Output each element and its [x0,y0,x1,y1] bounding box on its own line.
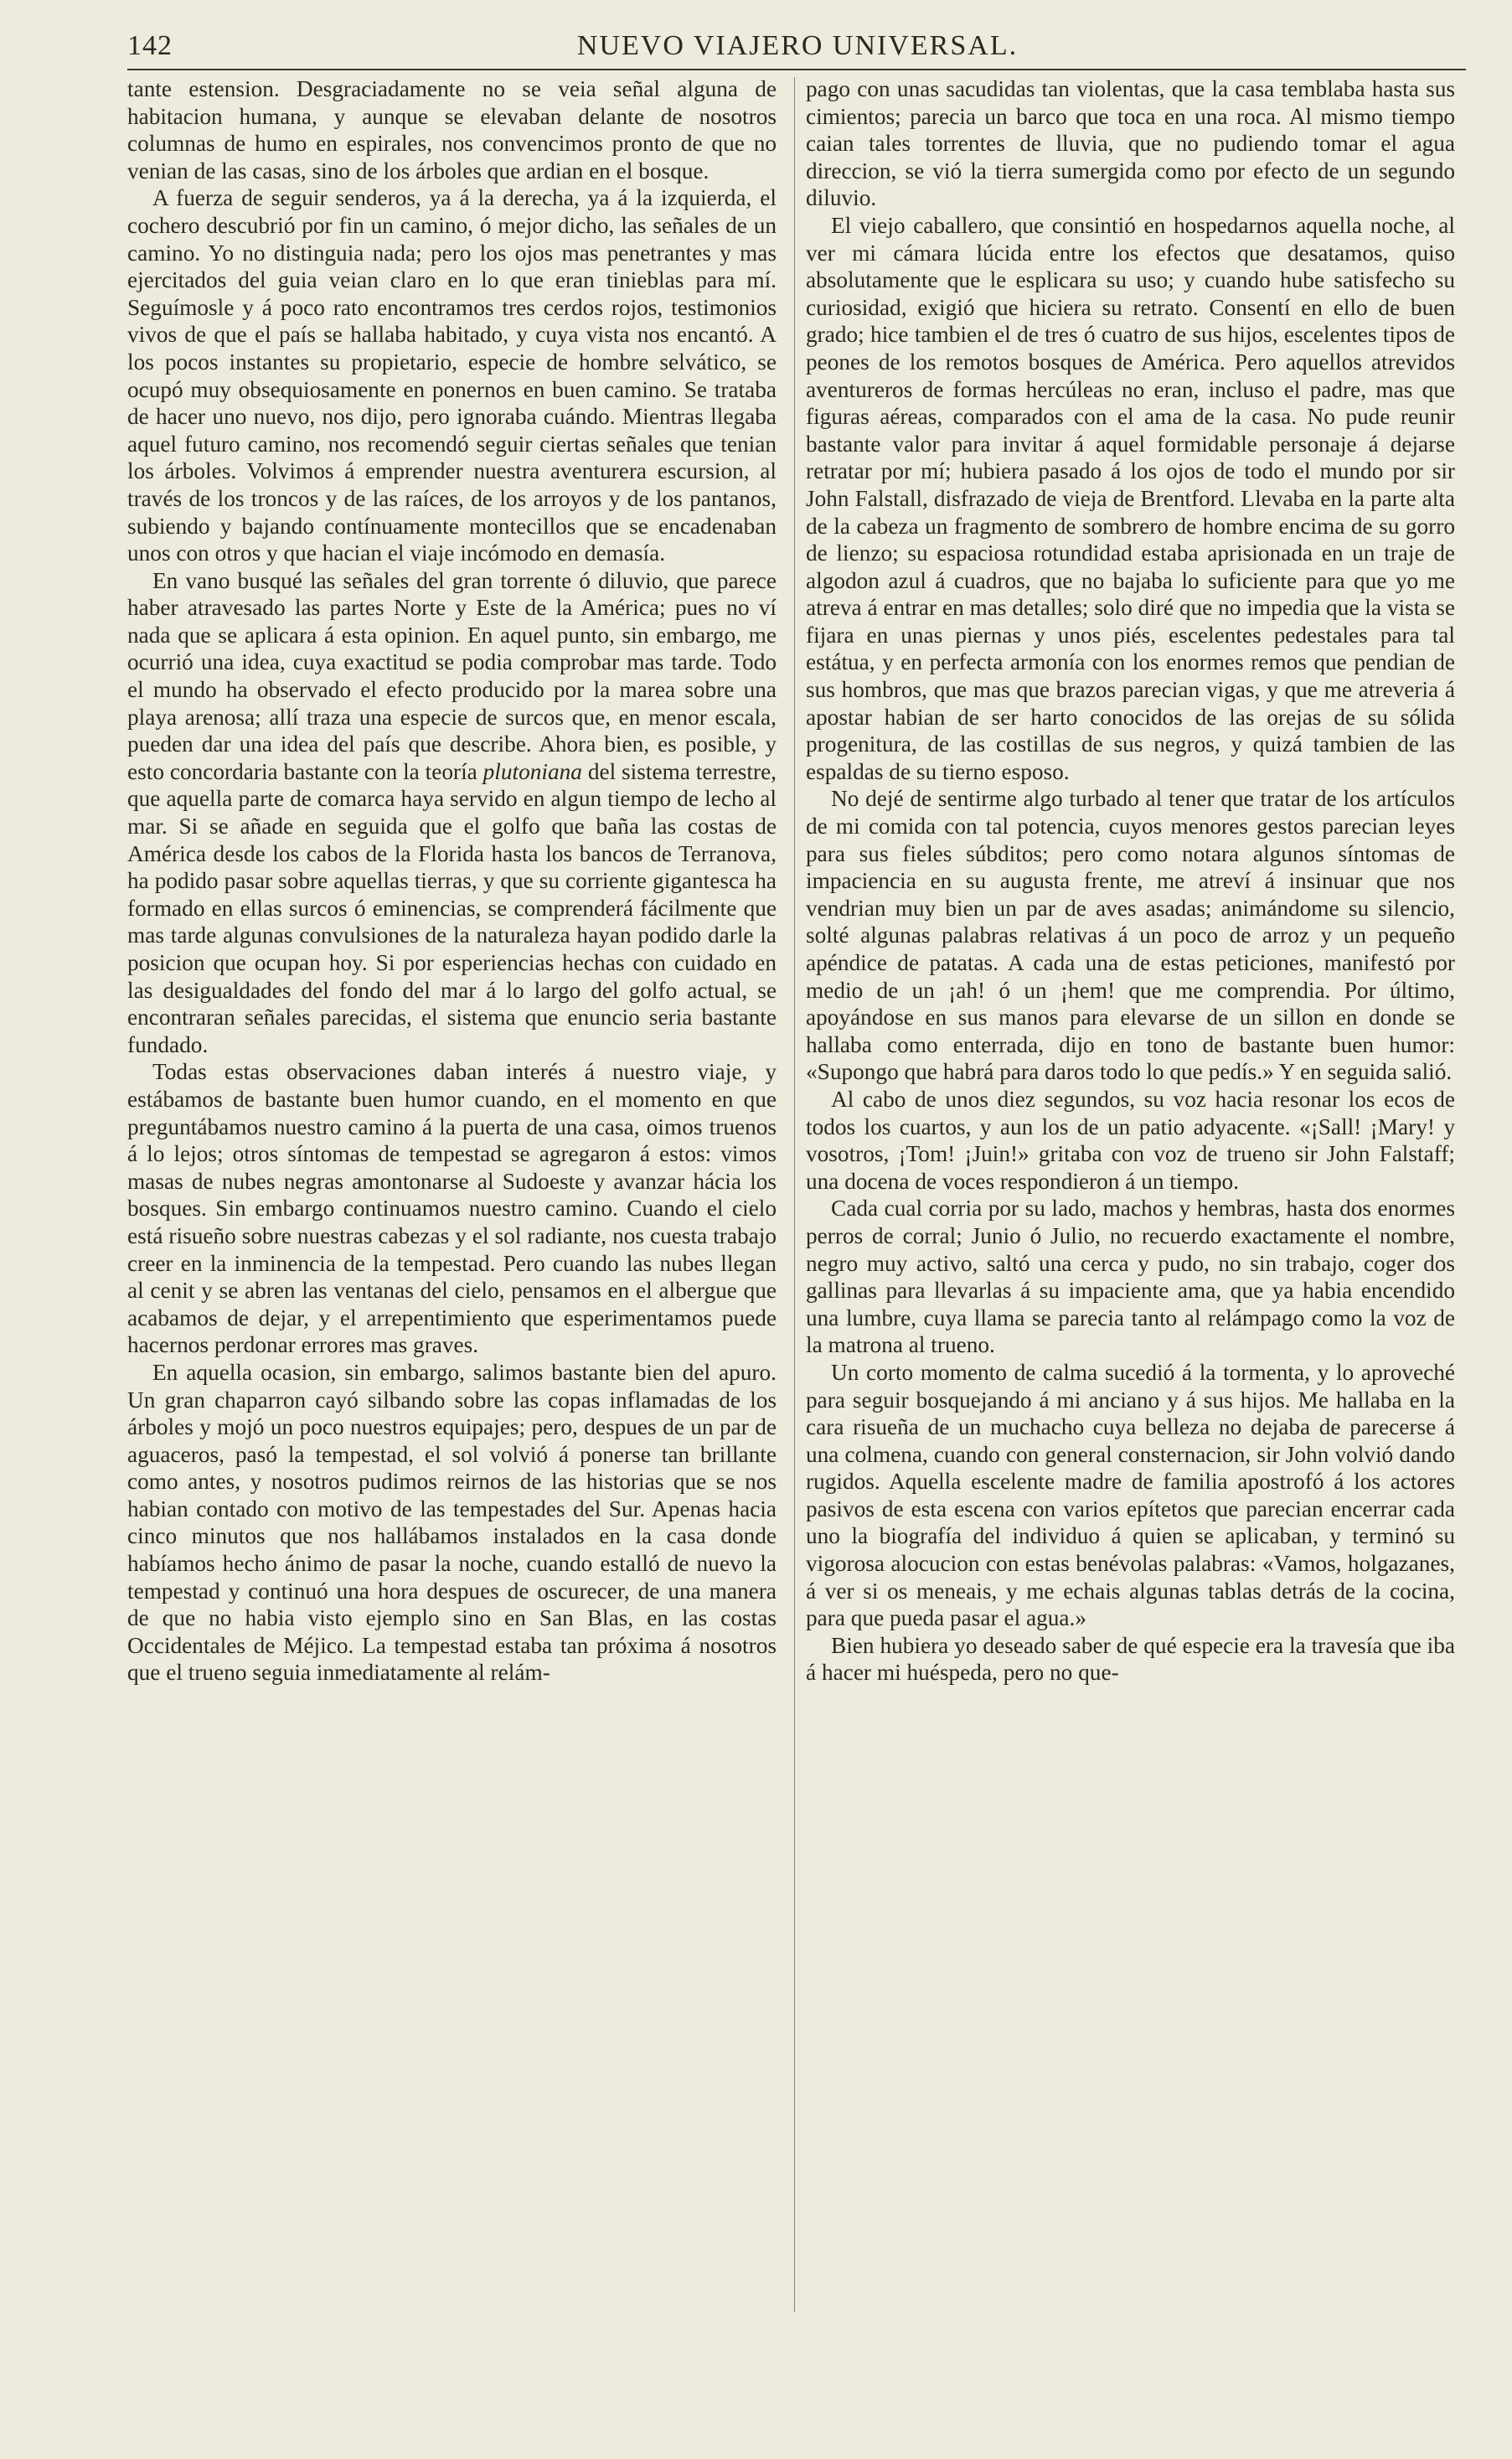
paragraph: A fuerza de seguir senderos, ya á la derecha, ya á la izquierda, el cochero descubrió por fin un camino, ó mejor dicho, las señales de un camino. Yo no distinguia nada; pero los ojos mas penetrantes y mas ejercitados del guia veian claro en lo que eran tinieblas para mí. Seguímosle y á poco rato encontramos tres cerdos rojos, testimonios vivos de que el país se hallaba habitado, y cuya vista nos encantó. A los pocos instantes su propietario, especie de hombre selvático, se ocupó muy obsequiosamente en ponernos en buen camino. Se trataba de hacer uno nuevo, nos dijo, pero ignoraba cuándo. Mientras llegaba aquel futuro camino, nos recomendó seguir ciertas señales que tenian los árboles. Volvimos á emprender nuestra aventurera escursion, al través de los troncos y de las raíces, de los arroyos y de los pantanos, subiendo y bajando contínuamente montecillos que se encadenaban unos con otros y que hacian el viaje incómodo en demasía. [127,185,777,566]
paragraph: En aquella ocasion, sin embargo, salimos bastante bien del apuro. Un gran chaparron cayó silbando sobre las copas inflamadas de los árboles y mojó un poco nuestros equipajes; pero, despues de un par de aguaceros, pasó la tempestad, el sol volvió á ponerse tan brillante como antes, y nosotros pudimos reirnos de las historias que se nos habian contado con motivo de las tempestades del Sur. Apenas hacia cinco minutos que nos hallábamos instalados en la casa donde habíamos hecho ánimo de pasar la noche, cuando estalló de nuevo la tempestad y continuó una hora despues de oscurecer, de una manera de que no habia visto ejemplo sino en San Blas, en las costas Occidentales de Méjico. La tempestad estaba tan próxima á nosotros que el trueno seguia inmediatamente al relám- [127,1359,777,1686]
column-divider [794,77,795,2312]
paragraph: Todas estas observaciones daban interés á nuestro viaje, y estábamos de bastante buen humor cuando, en el momento en que preguntábamos nuestro camino á la puerta de una casa, oimos truenos á lo lejos; otros síntomas de tempestad se agregaron á estos: vimos masas de nubes negras amontonarse al Sudoeste y avanzar hácia los bosques. Sin embargo continuamos nuestro camino. Cuando el cielo está risueño sobre nuestras cabezas y el sol radiante, nos cuesta trabajo creer en la inminencia de la tempestad. Pero cuando las nubes llegan al cenit y se abren las ventanas del cielo, pensamos en el albergue que acabamos de dejar, y el arrepentimiento que esperimentamos puede hacernos perdonar errores mas graves. [127,1059,777,1358]
paragraph: Bien hubiera yo deseado saber de qué especie era la travesía que iba á hacer mi huéspeda, pero no que- [806,1632,1455,1686]
running-title: NUEVO VIAJERO UNIVERSAL. [576,30,1019,61]
paragraph: No dejé de sentirme algo turbado al tener que tratar de los artículos de mi comida con tal potencia, cuyos menores gestos parecian leyes para sus fieles súbditos; pero como notara algunos síntomas de impaciencia en su augusta frente, me atreví á insinuar que nos vendrian muy bien un par de aves asadas; animándome su silencio, solté algunas palabras relativas á un poco de arroz y un pequeño apéndice de patatas. A cada una de estas peticiones, manifestó por medio de un ¡ah! ó un ¡hem! que me comprendia. Por último, apoyándose en sus manos para elevarse de un sillon en donde se hallaba como enterrada, dijo en tono de bastante buen humor: «Supongo que habrá para daros todo lo que pedís.» Y en seguida salió. [806,786,1455,1085]
paragraph [127,567,777,1059]
paragraph: Un corto momento de calma sucedió á la tormenta, y lo aproveché para seguir bosquejando á mi anciano y á sus hijos. Me hallaba en la cara risueña de un muchacho cuya belleza no dejaba de parecerse á una colmena, cuando con general consternacion, sir John volvió dando rugidos. Aquella escelente madre de familia apostrofó á los actores pasivos de esta escena con varios epítetos que parecian encerrar cada uno la biografía del individuo á quien se aplicaban, y terminó su vigorosa alocucion con estas benévolas palabras: «Vamos, holgazanes, á ver si os meneais, y me echais algunas tablas detrás de la cocina, para que pueda pasar el agua.» [806,1359,1455,1631]
left-column [127,75,777,1687]
paragraph-text: del sistema terrestre, que aquella parte de comarca haya servido en algun tiempo de lecho al mar. Si se añade en seguida que el golfo que baña las costas de América desde los cabos de la Florida hasta los bancos de Terranova, ha podido pasar sobre aquellas tierras, y que su corriente gigantesca ha formado en ellas surcos ó eminencias, se comprenderá fácilmente que mas tarde algunas convulsiones de la naturaleza hayan podido darle la posicion que ocupan hoy. Si por esperiencias hechas con cuidado en las desigualdades del fondo del mar á lo largo del golfo actual, se encontraran señales parecidas, el sistema que enuncio seria bastante fundado. [127,758,777,1057]
paragraph: pago con unas sacudidas tan violentas, que la casa temblaba hasta sus cimientos; parecia un barco que toca en una roca. Al mismo tiempo caian tales torrentes de lluvia, que no pudiendo tomar el agua direccion, se vió la tierra sumergida como por efecto de un segundo diluvio. [806,76,1455,211]
right-column [806,75,1455,1687]
emphasized-term: plutoniana [482,758,582,784]
header-rule [127,69,1466,70]
paragraph-text: En vano busqué las señales del gran torrente ó diluvio, que parece haber atravesado las partes Norte y Este de la América; pues no ví nada que se aplicara á esta opinion. En aquel punto, sin embargo, me ocurrió una idea, cuya exactitud se podia comprobar mas tarde. Todo el mundo ha observado el efecto producido por la marea sobre una playa arenosa; allí traza una especie de surcos que, en menor escala, pueden dar una idea del país que describe. Ahora bien, es posible, y esto concordaria bastante con la teoría [127,567,777,784]
page-number: 142 [127,30,173,61]
paragraph: El viejo caballero, que consintió en hospedarnos aquella noche, al ver mi cámara lúcida entre los efectos que desatamos, quiso absolutamente que le esplicara su uso; y cuando hube satisfecho su curiosidad, exigió que hiciera su retrato. Consentí en ello de buen grado; hice tambien el de tres ó cuatro de sus hijos, escelentes tipos de peones de los remotos bosques de América. Pero aquellos atrevidos aventureros de formas hercúleas no eran, incluso el padre, mas que figuras aéreas, comparados con el ama de la casa. No pude reunir bastante valor para invitar á aquel formidable personaje á dejarse retratar por mí; hubiera pasado á los ojos de todo el mundo por sir John Falstall, disfrazado de vieja de Brentford. Llevaba en la parte alta de la cabeza un fragmento de sombrero de hombre encima de su gorro de lienzo; su espaciosa rotundidad estaba aprisionada en un traje de algodon azul á cuadros, que no bajaba lo suficiente para que yo me atreva á entrar en mas detalles; solo diré que no impedia que la vista se fijara en unas piernas y unos piés, escelentes pedestales para tal estátua, y en perfecta armonía con los enormes remos que pendian de sus hombros, que mas que brazos parecian vigas, y que me atreveria á apostar habian de ser harto conocidos de las orejas de su sólida progenitura, de las costillas de sus negros, y quizá tambien de las espaldas de su tierno esposo. [806,212,1455,784]
paragraph: tante estension. Desgraciadamente no se veia señal alguna de habitacion humana, y aunque se elevaban delante de nosotros columnas de humo en espirales, nos convencimos pronto de que no venian de las casas, sino de los árboles que ardian en el bosque. [127,76,777,183]
page-header [127,27,1468,72]
paragraph: Cada cual corria por su lado, machos y hembras, hasta dos enormes perros de corral; Junio ó Julio, no recuerdo exactamente el nombre, negro muy activo, saltó una cerca y pudo, no sin trabajo, coger dos gallinas para llevarlas á su impaciente ama, que ya habia encendido una lumbre, cuya llama se parecia tanto al relámpago como la voz de la matrona al trueno. [806,1196,1455,1358]
paragraph: Al cabo de unos diez segundos, su voz hacia resonar los ecos de todos los cuartos, y aun los de un patio adyacente. «¡Sall! ¡Mary! y vosotros, ¡Tom! ¡Juin!» gritaba con voz de trueno sir John Falstaff; una docena de voces respondieron á un tiempo. [806,1086,1455,1194]
